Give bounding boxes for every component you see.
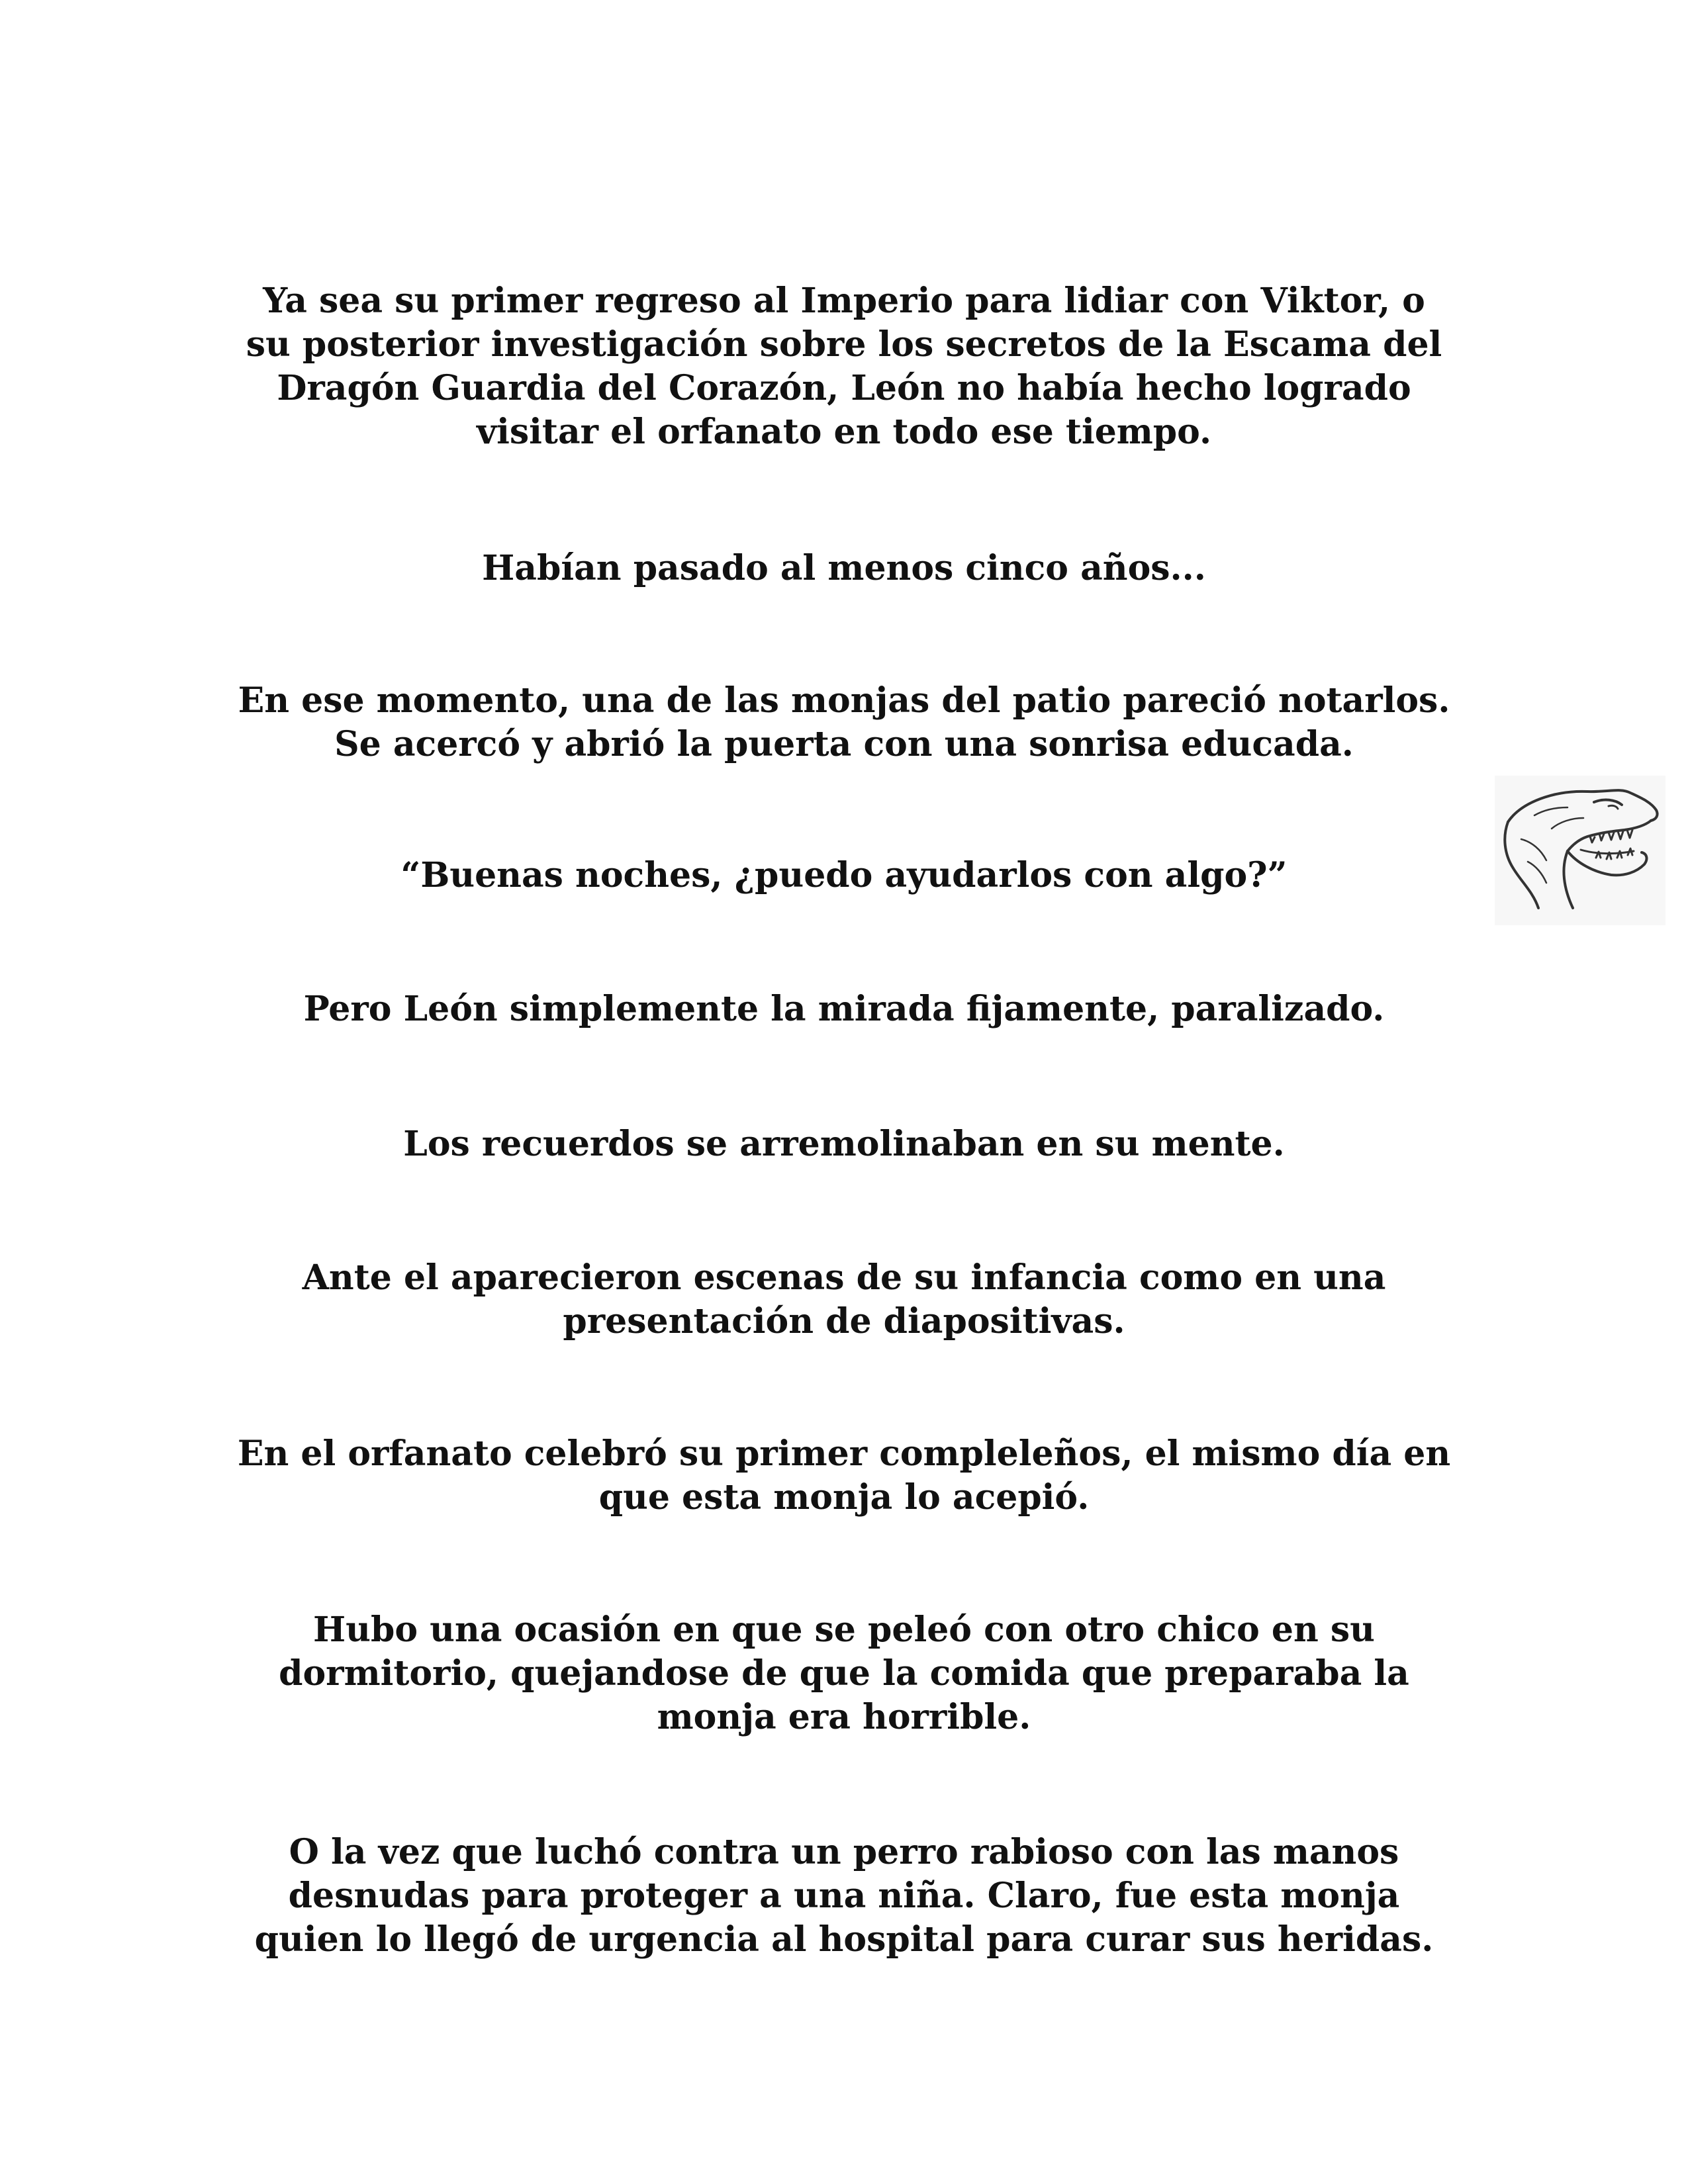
paragraph-line: desnudas para proteger a una niña. Claro, fue esta monja [288, 1876, 1400, 1916]
paragraph-4 [199, 854, 1489, 897]
paragraph-line: “Buenas noches, ¿puedo ayudarlos con algo?” [400, 855, 1288, 895]
paragraph-line: En ese momento, una de las monjas del patio pareció notarlos. [238, 680, 1450, 721]
paragraph-line: quien lo llegó de urgencia al hospital para curar sus heridas. [254, 1919, 1434, 1960]
paragraph-line: En el orfanato celebró su primer compleleños, el mismo día en [237, 1433, 1451, 1474]
paragraph-5 [199, 987, 1489, 1031]
paragraph-9 [199, 1608, 1489, 1739]
paragraph-line: Los recuerdos se arremolinaban en su mente. [403, 1124, 1285, 1164]
paragraph-line: dormitorio, quejandose de que la comida que preparaba la [279, 1653, 1409, 1694]
paragraph-7 [199, 1256, 1489, 1343]
paragraph-line: Habían pasado al menos cinco años... [482, 548, 1206, 588]
dinosaur-head-icon [1495, 776, 1665, 925]
paragraph-line: O la vez que luchó contra un perro rabioso con las manos [289, 1832, 1399, 1872]
paragraph-line: Dragón Guardia del Corazón, León no había hecho logrado [277, 368, 1411, 408]
paragraph-6 [199, 1122, 1489, 1166]
paragraph-line: visitar el orfanato en todo ese tiempo. [476, 412, 1212, 452]
paragraph-line: monja era horrible. [657, 1697, 1031, 1737]
paragraph-line: su posterior investigación sobre los secretos de la Escama del [246, 324, 1442, 365]
paragraph-line: Pero León simplemente la mirada fijamente, paralizado. [303, 989, 1385, 1029]
paragraph-line: presentación de diapositivas. [563, 1301, 1125, 1342]
paragraph-line: Ante el aparecieron escenas de su infancia como en una [302, 1257, 1386, 1298]
paragraph-line: que esta monja lo acepió. [598, 1477, 1090, 1518]
paragraph-3 [199, 679, 1489, 766]
paragraph-line: Hubo una ocasión en que se peleó con otro chico en su [313, 1610, 1375, 1650]
paragraph-8 [199, 1432, 1489, 1520]
paragraph-line: Ya sea su primer regreso al Imperio para lidiar con Viktor, o [263, 281, 1425, 321]
paragraph-2 [199, 547, 1489, 590]
paragraph-line: Se acercó y abrió la puerta con una sonrisa educada. [334, 724, 1354, 764]
paragraph-10 [199, 1831, 1489, 1962]
paragraph-1 [199, 279, 1489, 454]
